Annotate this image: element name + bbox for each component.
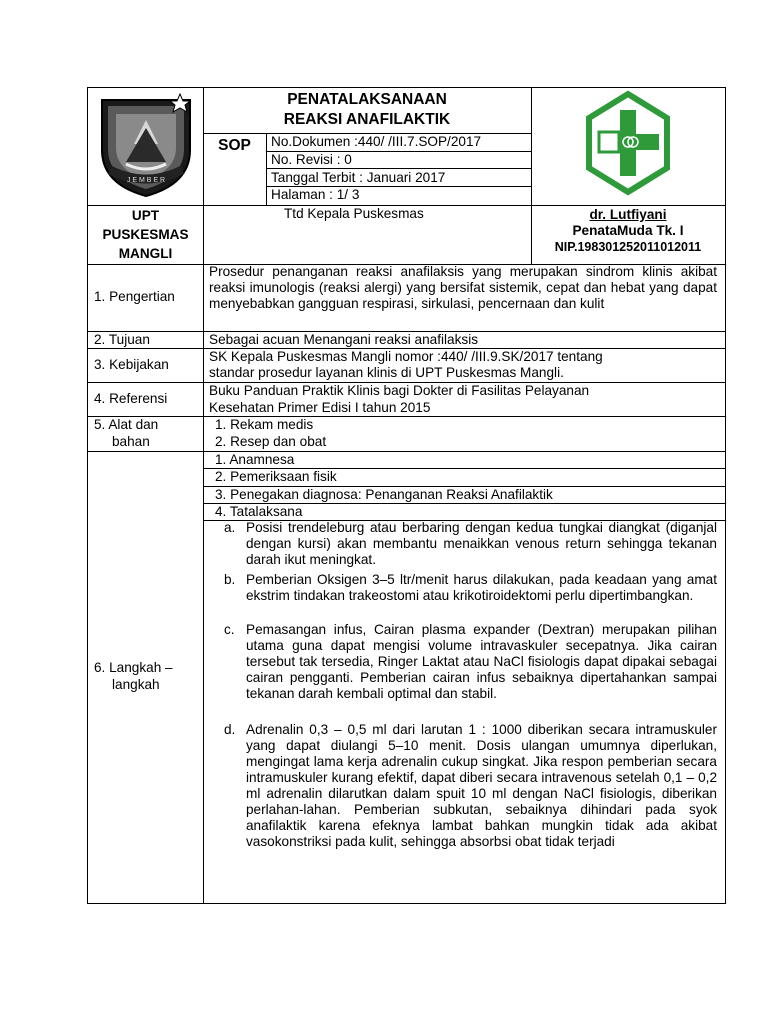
sop-document: [87, 87, 726, 904]
no-revisi: No. Revisi : 0: [271, 152, 352, 167]
pengertian-label: 1. Pengertian: [94, 289, 175, 304]
sop-divider: [266, 133, 267, 205]
alat-item: 2. Resep dan obat: [215, 434, 327, 449]
kebijakan-label: 3. Kebijakan: [94, 357, 169, 372]
substep-marker: a.: [224, 520, 236, 535]
langkah-label-line2: langkah: [112, 677, 160, 692]
pengertian-text: Prosedur penanganan reaksi anafilaksis yang merupakan sindrom klinis akibat reaksi imunologis (reaksi alergi) yang bersifat sistemik, cepat dan hebat yang dapat menyebabkan gangguan respirasi, sirkulasi, pencernaan dan kulit: [209, 264, 717, 311]
row-line: [266, 168, 531, 169]
org-line3: MANGLI: [118, 246, 173, 261]
row-line: [88, 416, 725, 417]
signer-nip: NIP.198301252011012011: [554, 240, 702, 254]
referensi-label: 4. Referensi: [94, 391, 168, 406]
title-line1: PENATALAKSANAAN: [287, 91, 447, 108]
substep-text: Pemasangan infus, Cairan plasma expander (Dextran) merupakan pilihan utama guna dapat mengisi volume intravaskuler secepatnya. Jika cairan tersebut tak tersedia, Ringer Laktat atau NaCl fisiologis dapat dipakai sebagai cairan pengganti. Pemberian cairan infus sebaiknya dipertahankan sampai tekanan darah kembali optimal dan stabil.: [246, 622, 717, 701]
sop-label: SOP: [218, 137, 251, 154]
step-item: 2. Pemeriksaan fisik: [215, 469, 337, 484]
tujuan-label: 2. Tujuan: [94, 332, 150, 347]
ttd-kepala: Ttd Kepala Puskesmas: [284, 206, 424, 221]
step-item: 1. Anamnesa: [215, 452, 295, 467]
jember-crest-logo: [96, 92, 196, 200]
title-line2: REAKSI ANAFILAKTIK: [283, 111, 451, 128]
svg-text:J E M B E R: J E M B E R: [126, 177, 166, 184]
alat-label-line1: 5. Alat dan: [94, 417, 159, 432]
substep-text: Pemberian Oksigen 3–5 ltr/menit harus dilakukan, pada keadaan yang amat ekstrim tindakan trakeostomi atau krikotiroidektomi perlu dipertimbangkan.: [246, 572, 717, 603]
substep-marker: d.: [224, 722, 236, 737]
step-item: 4. Tatalaksana: [215, 504, 303, 519]
alat-label-line2: bahan: [112, 434, 150, 449]
crest-icon: [96, 92, 196, 200]
signer-name: dr. Lutfiyani: [589, 207, 667, 222]
langkah-label-line1: 6. Langkah –: [94, 660, 173, 675]
substep-marker: c.: [224, 622, 235, 637]
tanggal-terbit: Tanggal Terbit : Januari 2017: [271, 170, 446, 185]
no-dokumen: No.Dokumen :440/ /III.7.SOP/2017: [271, 134, 482, 149]
substep-text: Posisi trendeleburg atau berbaring dengan kedua tungkai diangkat (diganjal dengan kursi) akan membantu menaikkan venous return sehingga tekanan darah ikut meningkat.: [246, 520, 717, 567]
tujuan-text: Sebagai acuan Menangani reaksi anafilaksis: [209, 332, 479, 347]
substep-text: Adrenalin 0,3 – 0,5 ml dari larutan 1 : 1000 diberikan secara intramuskuler yang dapat diulangi 5–10 menit. Dosis ulangan umumnya diperlukan, mengingat lama kerja adrenalin cukup singkat. Jika respon pemberian secara intramuskuler kurang efektif, dapat diberi secara intravenous setelah 0,1 – 0,2 ml adrenalin dilarutkan dalam spuit 10 ml dengan NaCl fisiologis, diberikan perlahan-lahan. Pemberian subkutan, sebaiknya dihindari pada syok anafilaktik karena efeknya lambat bahkan mungkin tidak ada akibat vasokonstriksi pada kulit, sehingga absorbsi obat tidak terjadi: [246, 722, 717, 849]
referensi-line2: Kesehatan Primer Edisi I tahun 2015: [209, 400, 431, 415]
halaman: Halaman : 1/ 3: [271, 187, 360, 202]
signer-rank: PenataMuda Tk. I: [572, 223, 684, 238]
kebijakan-line1: SK Kepala Puskesmas Mangli nomor :440/ /III.9.SK/2017 tentang: [209, 349, 603, 364]
kebijakan-line2: standar prosedur layanan klinis di UPT Puskesmas Mangli.: [209, 365, 564, 380]
org-line1: UPT: [131, 208, 160, 223]
step-item: 3. Penegakan diagnosa: Penanganan Reaksi Anafilaktik: [215, 487, 553, 502]
puskesmas-cross-icon: [583, 88, 673, 204]
substep-marker: b.: [224, 572, 236, 587]
referensi-line1: Buku Panduan Praktik Klinis bagi Dokter di Fasilitas Pelayanan: [209, 383, 590, 398]
org-line2: PUSKESMAS: [102, 227, 189, 242]
row-line: [88, 451, 725, 452]
alat-item: 1. Rekam medis: [215, 417, 314, 432]
puskesmas-logo: [583, 88, 673, 204]
col-divider-left: [203, 88, 204, 903]
